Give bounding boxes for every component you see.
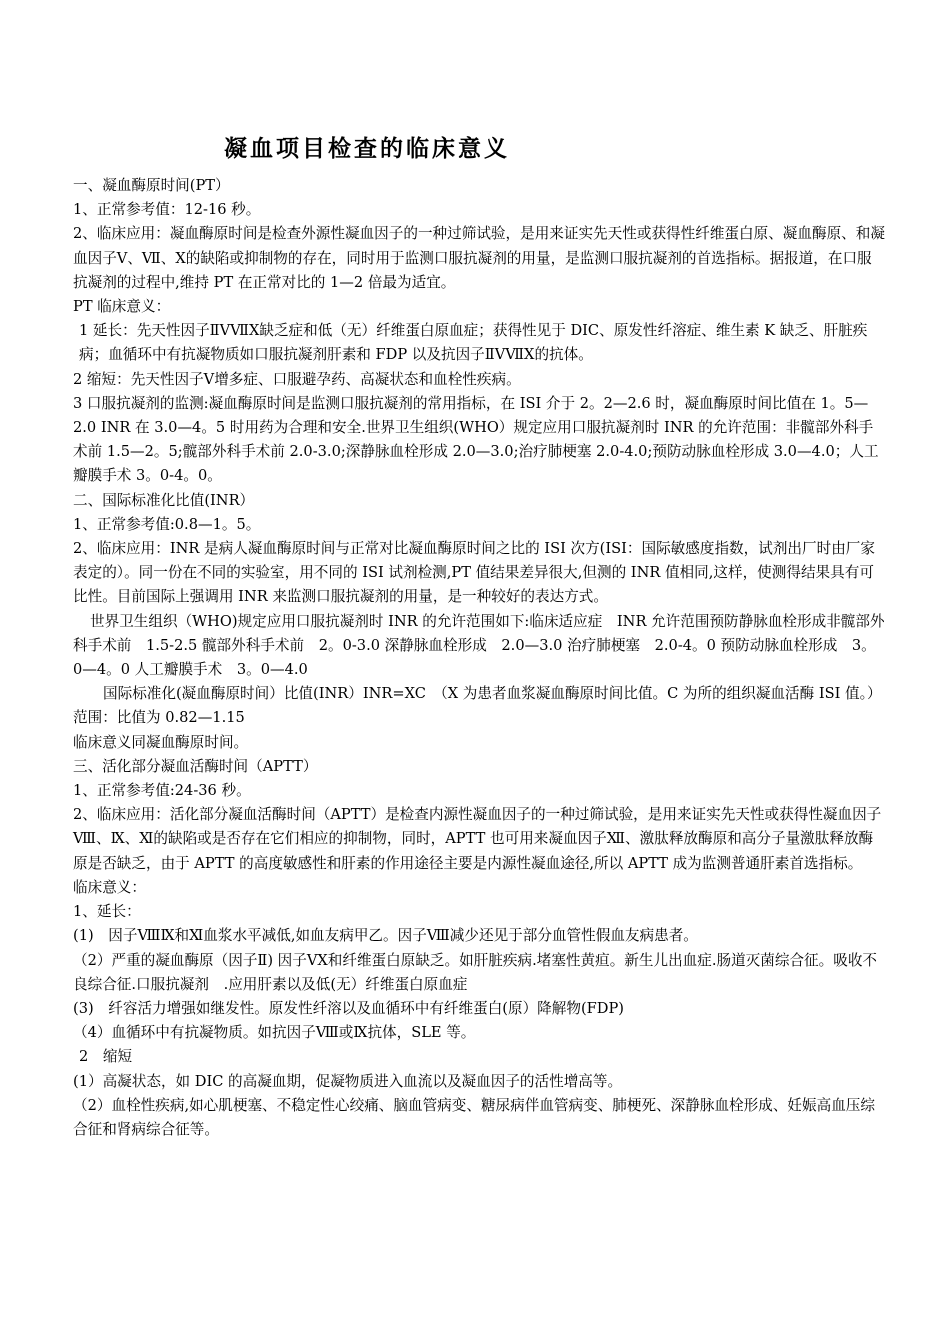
section-heading-aptt: 三、活化部分凝血活酶时间（APTT） [73, 757, 318, 775]
paragraph: 范围：比值为 0.82—1.15 [73, 709, 245, 727]
document-title: 凝血项目检查的临床意义 [224, 136, 510, 162]
paragraph: 1、正常参考值:0.8—1。5。 [73, 515, 261, 533]
paragraph: 2、临床应用：活化部分凝血活酶时间（APTT）是检查内源性凝血因子的一种过筛试验，是用来证实先天性或获得性凝血因子Ⅷ、Ⅸ、Ⅺ的缺陷或是否存在它们相应的抑制物，同时，APTT 也可用来凝血因子Ⅻ、激肽释放酶原和高分子量激肽释放酶原是否缺乏，由于 APTT 的高度敏感性和肝素的作用途径主要是内源性凝血途径,所以 APTT 成为监测普通肝素首选指标。 [73, 806, 882, 872]
paragraph: 2 缩短 [79, 1048, 133, 1066]
paragraph: (3) 纤容活力增强如继发性。原发性纤溶以及血循环中有纤维蛋白(原）降解物(FDP) [73, 999, 624, 1017]
paragraph: 2、临床应用：凝血酶原时间是检查外源性凝血因子的一种过筛试验，是用来证实先天性或获得性纤维蛋白原、凝血酶原、和凝血因子Ⅴ、Ⅶ、Ⅹ的缺陷或抑制物的存在，同时用于监测口服抗凝剂的用量，是监测口服抗凝剂的首选指标。据报道，在口服抗凝剂的过程中,维持 PT 在正常对比的 1—2 倍最为适宜。 [73, 225, 885, 291]
paragraph: 1、延长： [73, 903, 141, 921]
paragraph: 临床意义同凝血酶原时间。 [73, 733, 249, 751]
document-body [73, 174, 885, 1142]
section-heading-inr: 二、国际标准化比值(INR） [73, 491, 255, 509]
paragraph: PT 临床意义： [73, 298, 171, 316]
paragraph: 1、正常参考值:24-36 秒。 [73, 782, 251, 800]
paragraph: 2、临床应用：INR 是病人凝血酶原时间与正常对比凝血酶原时间之比的 ISI 次方(ISI：国际敏感度指数，试剂出厂时由厂家表定的）。同一份在不同的实验室，用不同的 ISI 试剂检测,PT 值结果差异很大,但测的 INR 值相同,这样，使测得结果具有可比性。目前国际上强调用 INR 来监测口服抗凝剂的用量，是一种较好的表达方式。 [73, 540, 875, 606]
paragraph: 3 口服抗凝剂的监测:凝血酶原时间是监测口服抗凝剂的常用指标，在 ISI 介于 2。2—2.6 时，凝血酶原时间比值在 1。5—2.0 INR 在 3.0—4。5 时用药为合理和安全.世界卫生组织(WHO）规定应用口服抗凝剂时 INR 的允许范围：非髋部外科手术前 1.5—2。5;髋部外科手术前 2.0-3.0;深静脉血栓形成 2.0—3.0;治疗肺梗塞 2.0-4.0;预防动脉血栓形成 3.0—4.0；人工瓣膜手术 3。0-4。0。 [73, 394, 879, 485]
paragraph: 2 缩短：先天性因子Ⅴ增多症、口服避孕药、高凝状态和血栓性疾病。 [73, 370, 521, 388]
paragraph: 临床意义： [73, 878, 146, 896]
paragraph: （2）血栓性疾病,如心肌梗塞、不稳定性心绞痛、脑血管病变、糖尿病伴血管病变、肺梗死、深静脉血栓形成、妊娠高血压综合征和肾病综合征等。 [73, 1096, 875, 1138]
paragraph: 1 延长：先天性因子ⅡⅤⅦⅩ缺乏症和低（无）纤维蛋白原血症；获得性见于 DIC、原发性纤溶症、维生素 K 缺乏、肝脏疾病；血循环中有抗凝物质如口服抗凝剂肝素和 FDP 以及抗因子ⅡⅤⅦⅩ的抗体。 [79, 322, 868, 364]
paragraph: （2）严重的凝血酶原（因子Ⅱ) 因子ⅤⅩ和纤维蛋白原缺乏。如肝脏疾病.堵塞性黄疸。新生儿出血症.肠道灭菌综合征。吸收不良综合征.口服抗凝剂 .应用肝素以及低(无）纤维蛋白原血症 [73, 951, 878, 993]
paragraph: (1) 因子ⅧⅨ和Ⅺ血浆水平减低,如血友病甲乙。因子Ⅷ减少还见于部分血管性假血友病患者。 [73, 927, 698, 945]
section-heading-pt: 一、凝血酶原时间(PT） [73, 177, 230, 194]
paragraph: 世界卫生组织（WHO)规定应用口服抗凝剂时 INR 的允许范围如下:临床适应症 INR 允许范围预防静脉血栓形成非髋部外科手术前 1.5-2.5 髋部外科手术前 2。0-3.0 深静脉血栓形成 2.0—3.0 治疗肺梗塞 2.0-4。0 预防动脉血栓形成 3。0—4。0 人工瓣膜手术 3。0—4.0 [73, 612, 885, 679]
paragraph: （4）血循环中有抗凝物质。如抗因子Ⅷ或Ⅸ抗体，SLE 等。 [73, 1024, 476, 1042]
paragraph: 国际标准化(凝血酶原时间）比值(INR）INR=XC （X 为患者血浆凝血酶原时间比值。C 为所的组织凝血活酶 ISI 值。） [103, 685, 882, 703]
paragraph: (1）高凝状态，如 DIC 的高凝血期，促凝物质进入血流以及凝血因子的活性增高等。 [73, 1072, 623, 1090]
paragraph: 1、正常参考值：12-16 秒。 [73, 201, 261, 219]
